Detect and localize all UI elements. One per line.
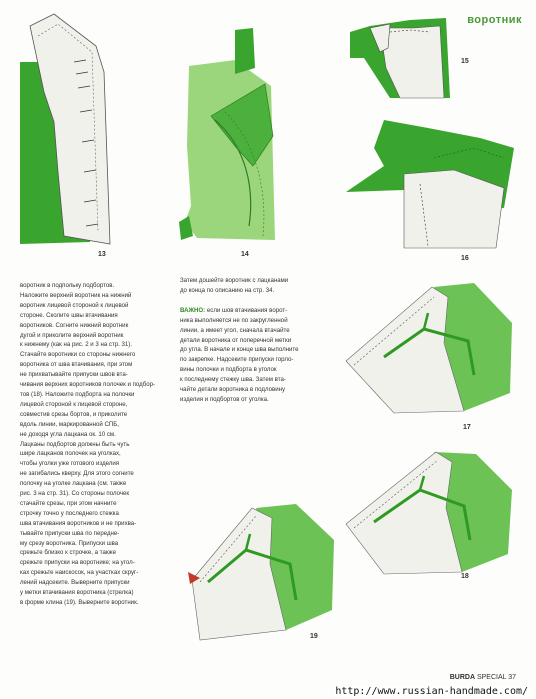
instructions-left-text: воротник в подпольку подбортов. Наложите верхний воротник на нижний воротник лицевой стороной к лицевой стороне. Сколите швы втачивания воротников. Согните нижний воротник дугой и приколите верхний воротник к нижнему (как на рис. 2 и 3 на стр. 31). Стачайте воротники со стороны нижнего воротника от шва втачивания, при этом не прихватывайте припуски швов вта- чивания верхних воротников полочек и подбор- тов (18). Наложите подборта на полочки лицевой стороной к лицевой стороне, совместив срезы бортов, и приколите вдоль линии, маркированной СПБ, не доходя угла лацкана ок. 10 см. Лацканы подбортов должны быть чуть шире лацканов полочек на уголках, чтобы уголки уже готового изделия не загибались кверху. Для этого согните полочку на уголке лацкана (см. также рис. 3 на стр. 31). Со стороны полочек стачайте срезы, при этом начните строчку точно у последнего стежка шва втачивания воротников и не прихва- тывайте припуски шва по передне- му срезу воротника. Припуски шва срежьте близко к строчке, а также срежьте припуски на воротнике; на угол- ках срежьте наискосок, на участках скруг- лений надсеките. Выверните припуски у метки втачивания воротника (стрелка) в форме клина (19). Выверните воротник.	[20, 282, 156, 606]
fig-14-number: 14	[241, 251, 249, 258]
watermark-url: http://www.russian-handmade.com/	[335, 686, 528, 697]
important-text: если шов втачивания ворот- ника выполняется не по закругленной линии, а имеет угол, сначала втачайте детали воротника от поперечной метки до угла. В начале и конце шва выполните по закрепке. Надсеките припуски горло- вины полочки и подборта в уголок к последнему стежку шва. Затем вта- чайте детали воротника в подловину изделия и подбортов от уголка.	[180, 306, 299, 403]
fig-19-number: 19	[310, 633, 318, 640]
fig-14-illustration	[175, 26, 285, 246]
instructions-middle	[180, 276, 320, 405]
fig-18-fabric-panel	[346, 452, 462, 574]
footer-brand: BURDA	[449, 674, 475, 681]
fig-13-number: 13	[98, 251, 106, 258]
section-title: воротник	[467, 14, 522, 26]
fig-18-illustration	[344, 450, 514, 580]
fig-15-number: 15	[461, 58, 469, 65]
fig-14-dark-panel	[235, 28, 255, 74]
fig-15-illustration	[350, 18, 460, 98]
important-label: ВАЖНО:	[180, 306, 206, 314]
footer-page: SPECIAL 37	[475, 674, 516, 681]
fig-13-illustration	[18, 12, 128, 252]
fig-17-number: 17	[463, 424, 471, 431]
fig-17-fabric-panel	[346, 287, 464, 413]
fig-19-illustration	[186, 500, 336, 650]
fig-18-number: 18	[461, 573, 469, 580]
fig-16-illustration	[344, 118, 514, 248]
instructions-middle-top: Затем дошейте воротник с лацканами до конца по описанию на стр. 34.	[180, 277, 289, 294]
fig-17-illustration	[344, 283, 514, 428]
instructions-left	[20, 281, 172, 608]
page-footer	[450, 674, 516, 681]
fig-16-number: 16	[461, 255, 469, 262]
